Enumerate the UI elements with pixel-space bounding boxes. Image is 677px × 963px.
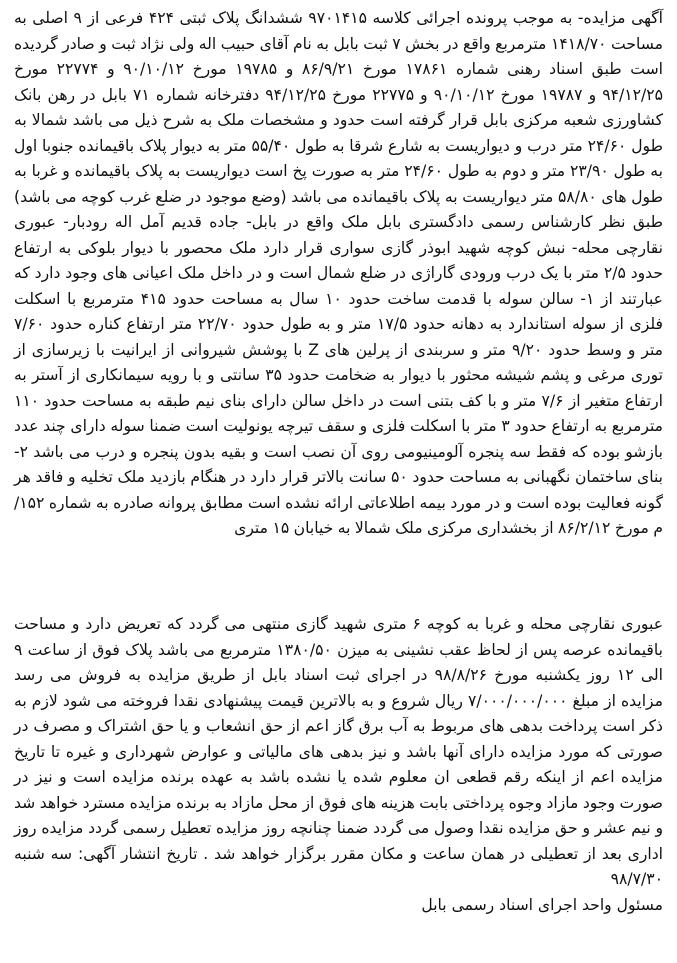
notice-paragraph-1: آگهی مزایده- به موجب پرونده اجرائی کلاسه ۹۷۰۱۴۱۵ ششدانگ پلاک ثبتی ۴۲۴ فرعی از ۹ اصلی به مساحت ۱۴۱۸/۷۰ مترمربع واقع در بخش ۷ ثبت بابل به نام آقای حبیب اله ولی نژاد ثبت و صادر گردیده است طبق اسناد رهنی شماره ۱۷۸۶۱ مورخ ۸۶/۹/۲۱ و ۱۹۷۸۵ مورخ ۹۰/۱۰/۱۲ و ۲۲۷۷۴ مورخ ۹۴/۱۲/۲۵ و ۱۹۷۸۷ مورخ ۹۰/۱۰/۱۲ و ۲۲۷۷۵ مورخ ۹۴/۱۲/۲۵ دفترخانه شماره ۷۱ بابل در رهن بانک کشاورزی شعبه مرکزی بابل قرار گرفته است حدود و مشخصات ملک به شرح ذیل می باشد شمالا به طول ۲۴/۶۰ متر درب و دیواریست به شارع شرقا به طول ۵۵/۴۰ متر به دیوار پلاک باقیمانده جنوبا اول به طول ۲۳/۹۰ متر و دوم به طول ۲۴/۶۰ متر به صورت پخ است دیواریست به پلاک باقیمانده و غربا به طول های ۵۸/۸۰ متر دیواریست به پلاک باقیمانده می باشد (وضع موجود در ضلع غرب کوچه می باشد) طبق نظر کارشناس رسمی دادگستری بابل ملک واقع در بابل- جاده قدیم آمل اله رودبار- عبوری نقارچی محله- نبش کوچه شهید ابوذر گازی سواری قرار دارد ملک محصور با دیوار بلوکی به ارتفاع حدود ۲/۵ متر با یک درب ورودی گاراژی در ضلع شمال است و در داخل ملک اعیانی های وجود دارد که عبارتند از ۱- سالن سوله با قدمت ساخت حدود ۱۰ سال به مساحت حدود ۴۱۵ مترمربع با اسکلت فلزی از سوله استاندارد به دهانه حدود ۱۷/۵ متر و به طول حدود ۲۲/۷۰ متر ارتفاع کناره حدود ۷/۶۰ متر و وسط حدود ۹/۲۰ متر و سربندی از پرلین های Z با پوشش شیروانی از ایرانیت با زیرسازی از توری مرغی و پشم شیشه محثور با دیوار به ضخامت حدود ۳۵ سانتی و با رویه سیمانکاری از آستر به ارتفاع متغیر از ۷/۶ متر و با کف بتنی است در داخل سالن دارای بنای نیم طبقه به مساحت حدود ۱۱۰ مترمربع به ارتفاع حدود ۳ متر با اسکلت فلزی و سقف تیرچه یونولیت است ضمنا سوله دارای چند عدد بازشو بوده که فقط سه پنجره آلومینیومی روی آن نصب است و بقیه بدون پنجره و درب می باشد ۲- بنای ساختمان نگهبانی به مساحت حدود ۵۰ سانت بالاتر قرار دارد در هنگام بازدید ملک تخلیه و فاقد هر گونه فعالیت بوده است و در مورد بیمه اطلاعاتی ارائه نشده است مطابق پروانه صادره به شماره ۱۵۲/م مورخ ۸۶/۲/۱۲ از بخشداری مرکزی ملک شمالا به خیابان ۱۵ متری: [14, 9, 664, 537]
auction-notice: [14, 6, 663, 957]
notice-signature: مسئول واحد اجرای اسناد رسمی بابل: [421, 895, 663, 914]
notice-paragraph-2: عبوری نقارچی محله و غربا به کوچه ۶ متری شهید گازی منتهی می گردد که تعریض دارد و مساحت باقیمانده عرصه پس از لحاظ عقب نشینی به میزن ۱۳۸۰/۵۰ مترمربع می باشد پلاک فوق از ساعت ۹ الی ۱۲ روز یکشنبه مورخ ۹۸/۸/۲۶ در اجرای ثبت اسناد بابل از طریق مزایده به فروش می رسد مزایده از مبلغ ۷/۰۰۰/۰۰۰/۰۰۰ ریال شروع و به بالاترین قیمت پیشنهادی نقدا فروخته می شود لازم به ذکر است پرداخت بدهی های مربوط به آب برق گاز اعم از حق انشعاب و یا حق اشتراک و مصرف در صورتی که مورد مزایده دارای آنها باشد و نیز بدهی های مالیاتی و عوارض شهرداری و غیره تا تاریخ مزایده اعم از اینکه رقم قطعی ان معلوم شده یا نشده باشد به عهده برنده مزایده است و نیز در صورت وجود مازاد وجوه پرداختی بابت هزینه های فوق از محل مازاد به برنده مزایده مسترد خواهد شد و نیم عشر و حق مزایده نقدا وصول می گردد ضمنا چنانچه روز مزایده تعطیل رسمی گردد مزایده روز اداری بعد از تعطیلی در همان ساعت و مکان مقرر برگزار خواهد شد . تاریخ انتشار آگهی: سه شنبه ۹۸/۷/۳۰: [14, 615, 663, 888]
